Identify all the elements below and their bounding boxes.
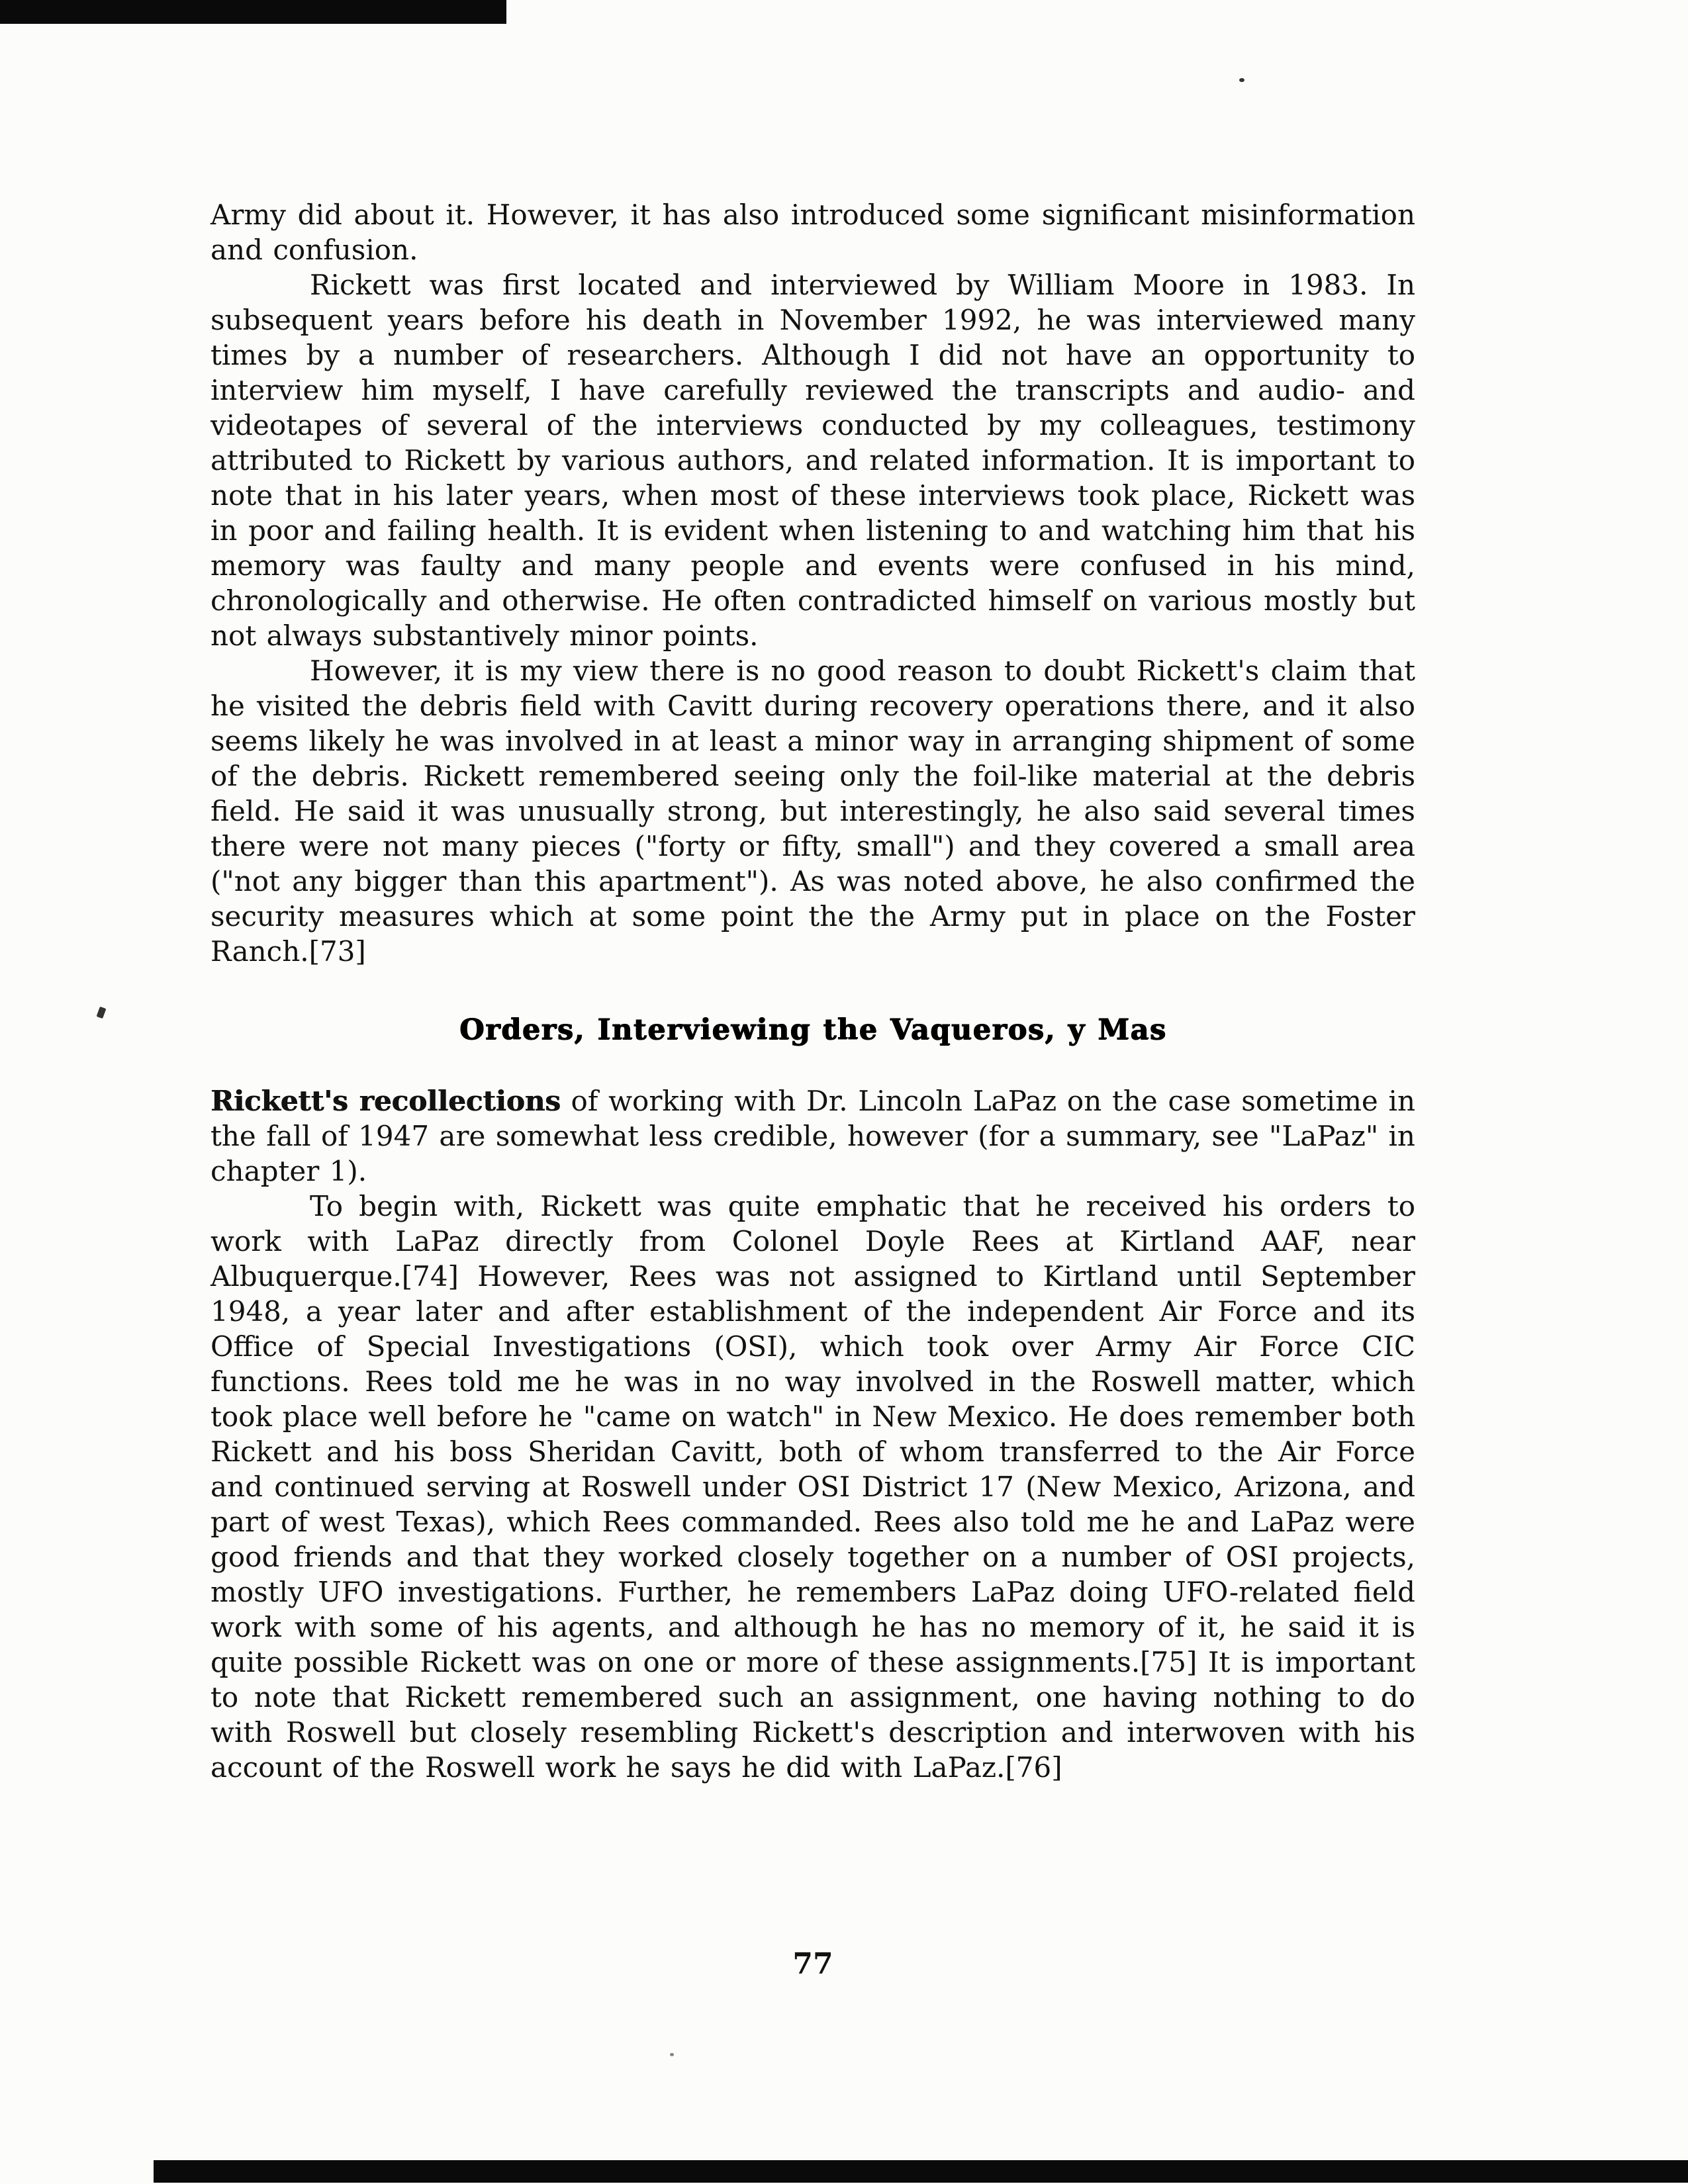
body-paragraph-5: To begin with, Rickett was quite emphatic that he received his orders to work with LaPaz directly from Colonel Doyle Rees at Kirtland AAF, near Albuquerque.[74] However, Rees was not assigned to Kirtland until September 1948, a year later and after establishment of the independent Air Force and its Office of Special Investigations (OSI), which took over Army Air Force CIC functions. Rees told me he was in no way involved in the Roswell matter, which took place well before he "came on watch" in New Mexico. He does remember both Rickett and his boss Sheridan Cavitt, both of whom transferred to the Air Force and continued serving at Roswell under OSI District 17 (New Mexico, Arizona, and part of west Texas), which Rees commanded. Rees also told me he and LaPaz were good friends and that they worked closely together on a number of OSI projects, mostly UFO investigations. Further, he remembers LaPaz doing UFO-related field work with some of his agents, and although he has no memory of it, he said it is quite possible Rickett was on one or more of these assignments.[75] It is important to note that Rickett remembered such an assignment, one having nothing to do with Roswell but closely resembling Rickett's description and interwoven with his account of the Roswell work he says he did with LaPaz.[76] xyxy=(211,1190,1415,1784)
paragraph-bold-lead: Rickett's recollections xyxy=(211,1085,561,1117)
body-paragraph-4 xyxy=(211,1083,1415,1189)
scan-artifact xyxy=(1239,78,1244,82)
scan-edge-bar-bottom xyxy=(154,2160,1688,2183)
section-heading: Orders, Interviewing the Vaqueros, y Mas xyxy=(459,1013,1167,1046)
body-paragraph-3: However, it is my view there is no good reason to doubt Rickett's claim that he visited the debris field with Cavitt during recovery operations there, and it also seems likely he was involved in at least a minor way in arranging shipment of some of the debris. Rickett remembered seeing only the foil-like material at the debris field. He said it was unusually strong, but interestingly, he also said several times there were not many pieces ("forty or fifty, small") and they covered a small area ("not any bigger than this apartment"). As was noted above, he also confirmed the security measures which at some point the the Army put in place on the Foster Ranch.[73] xyxy=(211,655,1415,968)
scan-edge-bar-top xyxy=(0,0,506,24)
scan-artifact xyxy=(670,2053,674,2056)
body-paragraph-1: Army did about it. However, it has also introduced some significant misinformation and confusion. xyxy=(211,199,1415,266)
body-text-block xyxy=(211,197,1415,1785)
scan-artifact xyxy=(97,1007,107,1019)
paragraph-rest: of working with Dr. Lincoln LaPaz on the case sometime in the fall of 1947 are somewhat less credible, however (for a summary, see "LaPaz" in chapter 1). xyxy=(211,1085,1416,1187)
page-number: 77 xyxy=(792,1947,833,1981)
body-paragraph-2: Rickett was first located and interviewed by William Moore in 1983. In subsequent years before his death in November 1992, he was interviewed many times by a number of researchers. Although I did not have an opportunity to interview him myself, I have carefully reviewed the transcripts and audio- and videotapes of several of the interviews conducted by my colleagues, testimony attributed to Rickett by various authors, and related information. It is important to note that in his later years, when most of these interviews took place, Rickett was in poor and failing health. It is evident when listening to and watching him that his memory was faulty and many people and events were confused in his mind, chronologically and otherwise. He often contradicted himself on various mostly but not always substantively minor points. xyxy=(211,269,1415,652)
